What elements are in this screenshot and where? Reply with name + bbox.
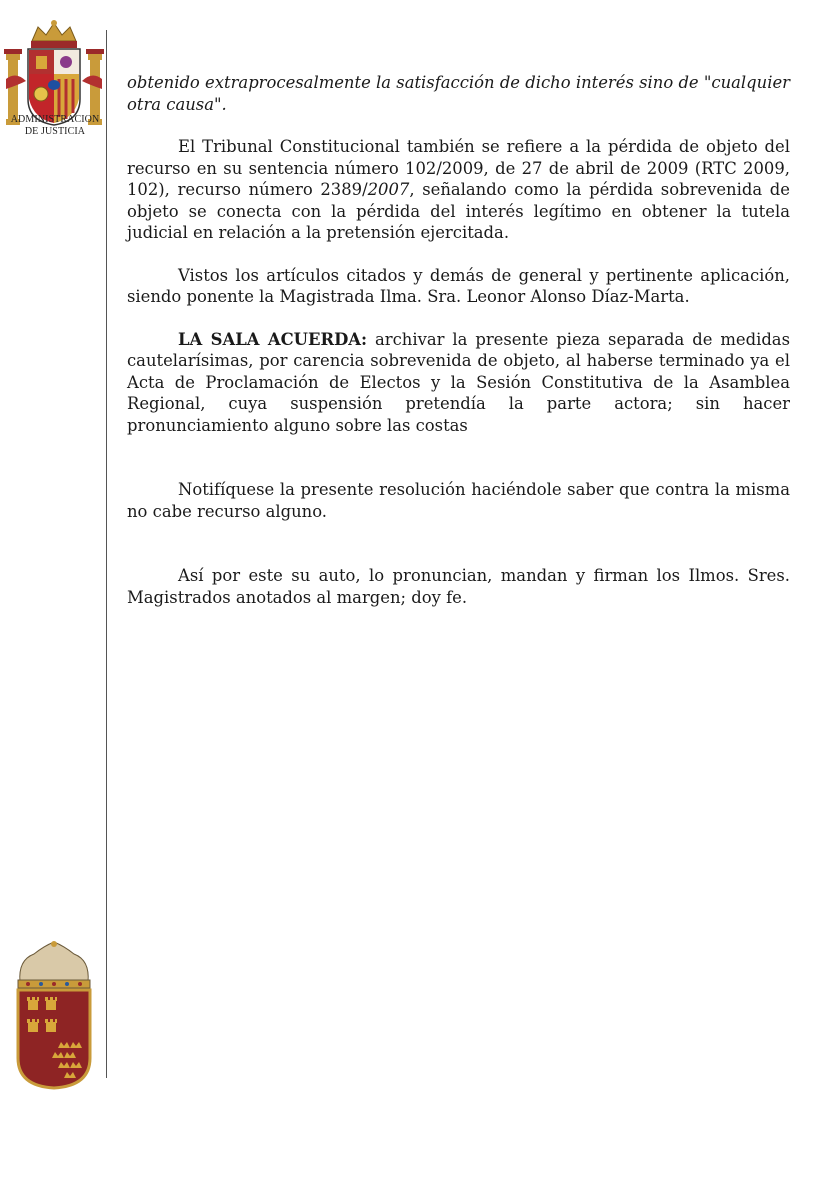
paragraph-continuation: obtenido extraprocesalmente la satisfacción de dicho interés sino de "cualquier otra causa". xyxy=(127,73,790,114)
sala-acuerda-label: LA SALA ACUERDA: xyxy=(178,329,368,349)
paragraph-text: archivar la presente pieza separada de medidas cautelarísimas, por carencia sobrevenida de objeto, al haberse terminado ya el Acta de Proclamación de Electos y la Sesión Constitutiva de la Asamblea Regional, cuya suspensión pretendía la parte actora; sin hacer pronunciamiento alguno sobre las costas xyxy=(127,329,790,435)
paragraph-acuerda xyxy=(127,329,790,437)
paragraph-text: El Tribunal Constitucional también se refiere a la pérdida de objeto del recurso en su sentencia número 102/2009, de 27 de abril de 2009 (RTC 2009, 102), recurso número 2389/ xyxy=(127,137,790,199)
margin-rule xyxy=(106,30,107,1078)
institution-caption-line1: ADMINISTRACION xyxy=(10,114,100,125)
institution-caption-line2: DE JUSTICIA xyxy=(24,126,86,137)
paragraph-tribunal-constitucional xyxy=(127,136,790,244)
document-body xyxy=(127,72,790,608)
paragraph-notifiquese: Notifíquese la presente resolución haciéndole saber que contra la misma no cabe recurso alguno. xyxy=(127,480,790,521)
paragraph-text: , señalando como la pérdida sobrevenida de objeto se conecta con la pérdida del interés legítimo en obtener la tutela judicial en relación a la pretensión ejercitada. xyxy=(127,180,790,242)
paragraph-firma: Así por este su auto, lo pronuncian, mandan y firman los Ilmos. Sres. Magistrados anotados al margen; doy fe. xyxy=(127,566,790,607)
murcia-coat-of-arms-icon xyxy=(14,940,94,1090)
paragraph-vistos: Vistos los artículos citados y demás de general y pertinente aplicación, siendo ponente la Magistrada Ilma. Sra. Leonor Alonso Díaz-Marta. xyxy=(127,265,790,306)
year-italic: 2007 xyxy=(367,180,410,199)
